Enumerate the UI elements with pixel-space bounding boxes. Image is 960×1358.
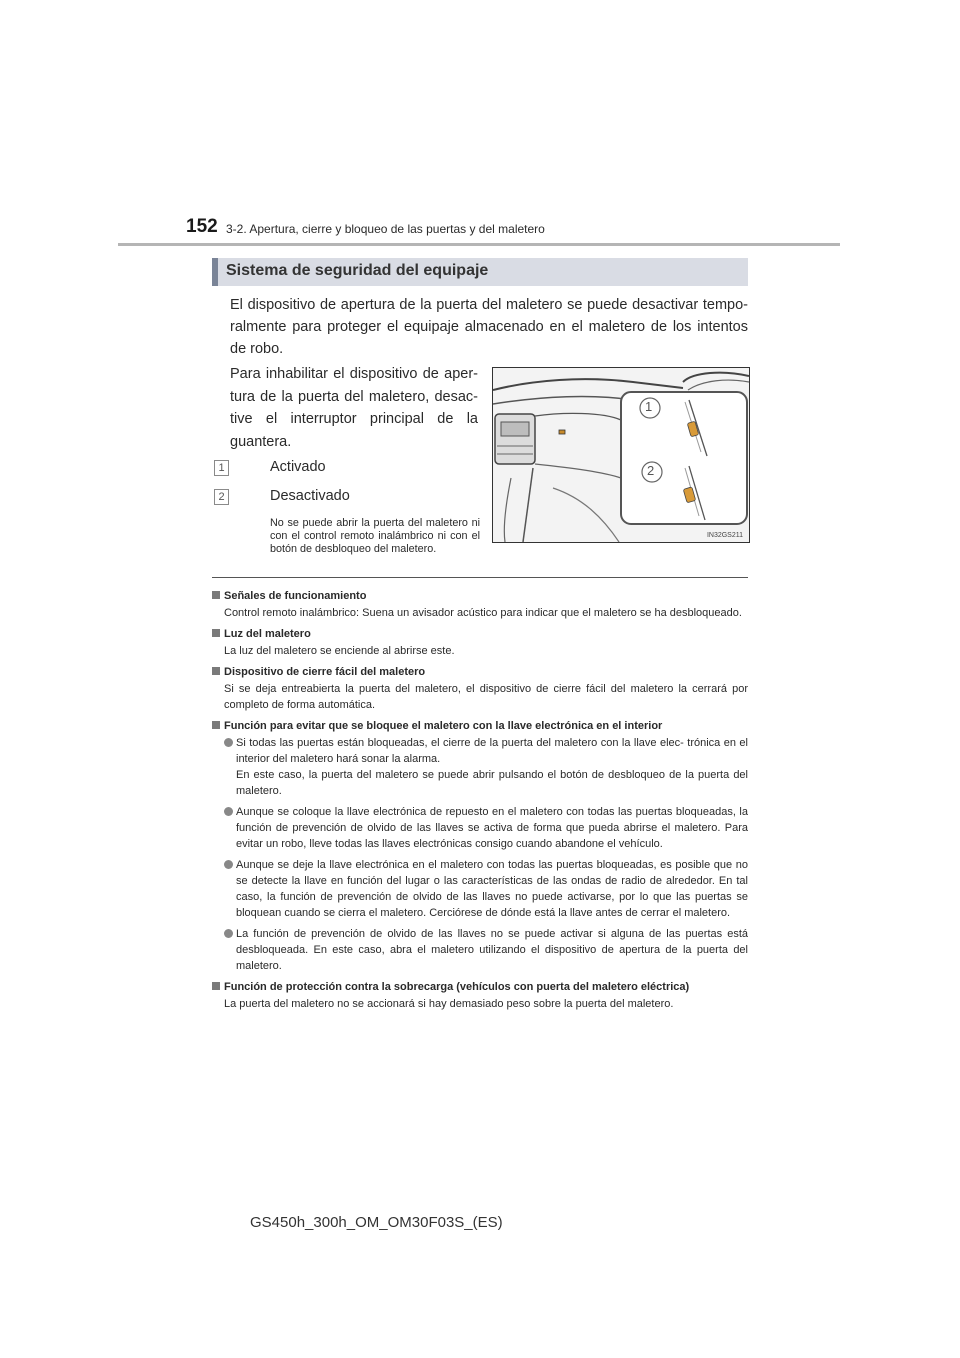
note-title: Luz del maletero bbox=[224, 628, 311, 640]
bullet-item bbox=[224, 804, 748, 852]
bullet-text: En este caso, la puerta del maletero se puede abrir pulsando el botón de desbloqueo de la puerta del maletero. bbox=[236, 769, 748, 797]
figure-code: IN32GS211 bbox=[706, 532, 743, 539]
bullet-text: Aunque se deje la llave electrónica en el maletero con todas las puertas bloqueadas, es posible que no se detecte la llave en función del lugar o las características de las ondas de radio de alrededor. En tal caso, la función de prevención de olvido de las llaves no puede activarse, por lo que las puertas se bloquean cuando se cierra el maletero. Cerciórese de dónde está la llave antes de cerrar el maletero. bbox=[236, 859, 748, 919]
section-title: Sistema de seguridad del equipaje bbox=[226, 262, 489, 279]
square-bullet-icon bbox=[212, 667, 220, 675]
item-number-1: 1 bbox=[214, 460, 229, 476]
note-trunk-light bbox=[212, 626, 748, 659]
note-body: Si se deja entreabierta la puerta del maletero, el dispositivo de cierre fácil del maletero la cerrará por completo de forma automática. bbox=[224, 683, 748, 711]
note-easy-closer bbox=[212, 664, 748, 713]
deactivated-note: No se puede abrir la puerta del maletero ni con el control remoto inalámbrico ni con el botón de desbloqueo del maletero. bbox=[270, 517, 480, 556]
note-body: Control remoto inalámbrico: Suena un avisador acústico para indicar que el maletero se ha desbloqueado. bbox=[224, 607, 742, 619]
circle-bullet-icon bbox=[224, 929, 233, 938]
callout-2: 2 bbox=[647, 463, 655, 478]
instruction-paragraph: Para inhabilitar el dispositivo de aper- tura de la puerta del maletero, desac- tive el interruptor principal de la guantera. bbox=[230, 366, 478, 450]
bullet-text: Si todas las puertas están bloqueadas, el cierre de la puerta del maletero con la llave elec- trónica en el interior del maletero hará sonar la alarma. bbox=[236, 737, 748, 765]
mid-rule bbox=[212, 577, 748, 578]
bullet-item bbox=[224, 926, 748, 974]
note-title: Función para evitar que se bloquee el maletero con la llave electrónica en el interior bbox=[224, 720, 663, 732]
item-label-deactivated: Desactivado bbox=[270, 488, 350, 504]
note-body: La puerta del maletero no se accionará si hay demasiado peso sobre la puerta del maletero. bbox=[224, 998, 674, 1010]
circle-bullet-icon bbox=[224, 807, 233, 816]
chapter-title: 3-2. Apertura, cierre y bloqueo de las puertas y del maletero bbox=[226, 222, 545, 236]
dashboard-illustration bbox=[492, 367, 750, 543]
square-bullet-icon bbox=[212, 982, 220, 990]
bullet-text: Aunque se coloque la llave electrónica de repuesto en el maletero con todas las puertas bloqueadas, la función de prevención de olvido de las llaves se activa de forma que pueda abrirse el maletero. Para evitar un robo, lleve todas las llaves electrónicas consigo cuando abandone el vehículo. bbox=[236, 806, 748, 850]
section-title-bar bbox=[212, 258, 748, 286]
intro-paragraph: El dispositivo de apertura de la puerta del maletero se puede desactivar tempo- ralmente para proteger el equipaje almacenado en el maletero de los intentos de robo. bbox=[230, 297, 748, 357]
footer-document-id: GS450h_300h_OM_OM30F03S_(ES) bbox=[250, 1214, 503, 1231]
bullet-item bbox=[224, 735, 748, 799]
note-key-lockout-prevention bbox=[212, 718, 748, 974]
header-rule bbox=[118, 243, 840, 246]
bullet-text: La función de prevención de olvido de las llaves no se puede activar si alguna de las puertas está desbloqueada. En este caso, abra el maletero utilizando el dispositivo de apertura de la puerta del maletero. bbox=[236, 928, 748, 972]
callout-1: 1 bbox=[645, 399, 653, 414]
square-bullet-icon bbox=[212, 721, 220, 729]
note-title: Función de protección contra la sobrecarga (vehículos con puerta del maletero eléctrica) bbox=[224, 981, 690, 993]
note-overload-protection bbox=[212, 979, 748, 1012]
page-number: 152 bbox=[186, 216, 218, 237]
notes-section bbox=[212, 588, 748, 1017]
note-operation-signals bbox=[212, 588, 748, 621]
note-title: Dispositivo de cierre fácil del maletero bbox=[224, 666, 426, 678]
item-label-activated: Activado bbox=[270, 459, 326, 475]
item-number-2: 2 bbox=[214, 489, 229, 505]
note-body: La luz del maletero se enciende al abrirse este. bbox=[224, 645, 455, 657]
square-bullet-icon bbox=[212, 629, 220, 637]
glovebox-switch-illustration bbox=[493, 368, 749, 542]
note-title: Señales de funcionamiento bbox=[224, 590, 367, 602]
square-bullet-icon bbox=[212, 591, 220, 599]
circle-bullet-icon bbox=[224, 738, 233, 747]
circle-bullet-icon bbox=[224, 860, 233, 869]
bullet-item bbox=[224, 857, 748, 921]
